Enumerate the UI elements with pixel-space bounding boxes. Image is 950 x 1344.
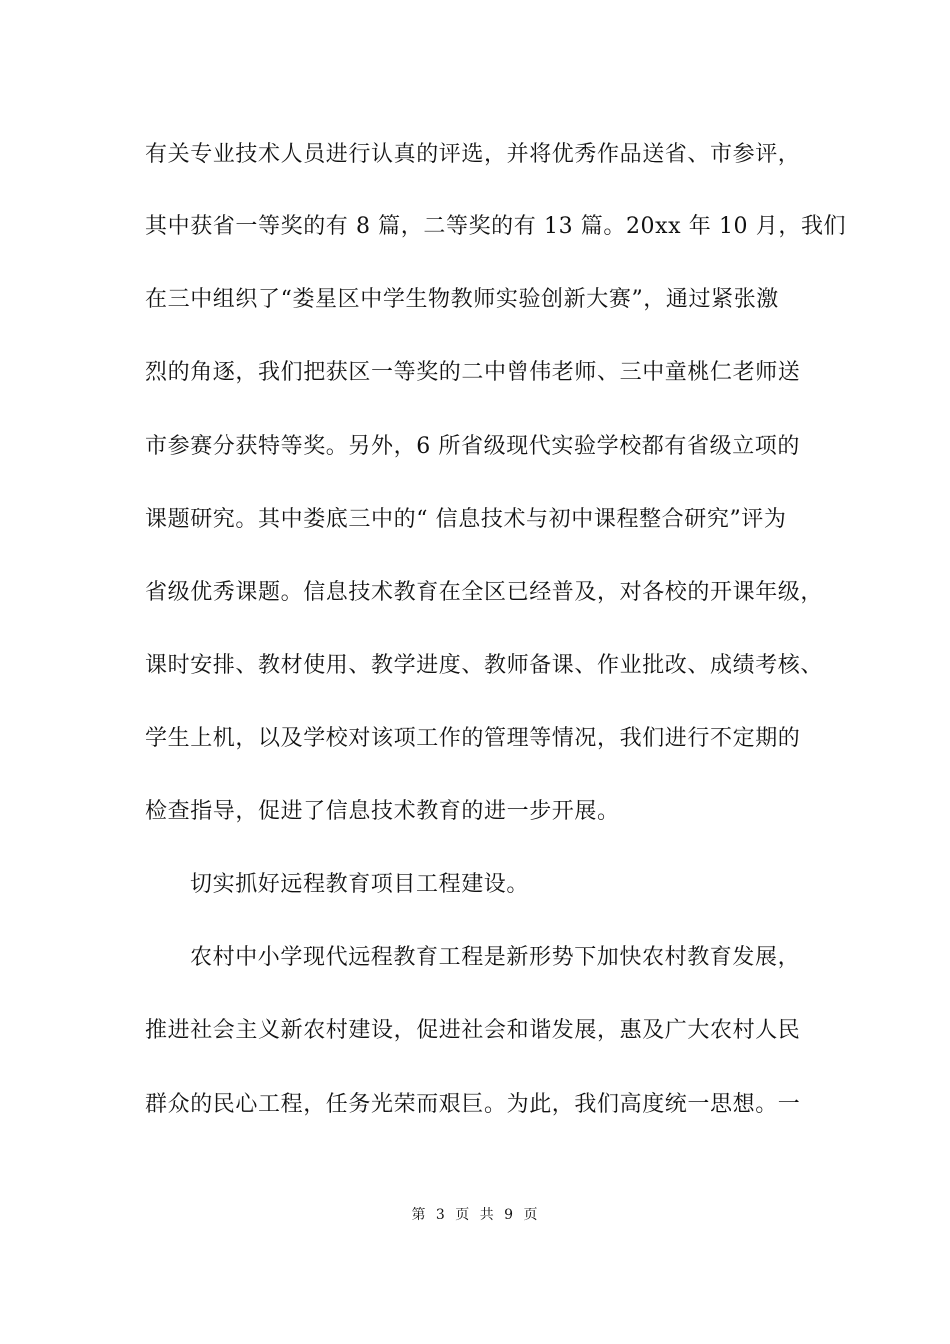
text-line-9: 学生上机，以及学校对该项工作的管理等情况，我们进行不定期的 [145,726,801,751]
section-heading: 切实抓好远程教育项目工程建设。 [190,872,530,897]
footer-suffix: 页 [523,1207,539,1223]
footer-total-word: 共 [479,1207,495,1223]
text-line-12: 农村中小学现代远程教育工程是新形势下加快农村教育发展， [190,945,801,970]
footer-current-page: 3 [435,1207,446,1223]
text-line-10: 检查指导，促进了信息技术教育的进一步开展。 [145,799,620,824]
text-line-3: 在三中组织了“娄星区中学生物教师实验创新大赛”，通过紧张激 [145,287,779,312]
text-line-1: 有关专业技术人员进行认真的评选，并将优秀作品送省、市参评， [145,142,801,167]
text-line-8: 课时安排、教材使用、教学进度、教师备课、作业批改、成绩考核、 [145,653,824,678]
text-line-6: 课题研究。其中娄底三中的“ 信息技术与初中课程整合研究”评为 [145,507,787,532]
footer-prefix: 第 [411,1207,427,1223]
text-line-14: 群众的民心工程，任务光荣而艰巨。为此，我们高度统一思想。一 [145,1092,801,1117]
text-line-2: 其中获省一等奖的有 8 篇，二等奖的有 13 篇。20xx 年 10 月，我们 [145,214,847,239]
footer-total-pages: 9 [504,1207,515,1223]
text-line-7: 省级优秀课题。信息技术教育在全区已经普及，对各校的开课年级， [145,580,824,605]
text-line-13: 推进社会主义新农村建设，促进社会和谐发展，惠及广大农村人民 [145,1018,801,1043]
text-line-5: 市参赛分获特等奖。另外，6 所省级现代实验学校都有省级立项的 [145,434,800,459]
page-footer [0,1205,950,1225]
footer-page-word: 页 [455,1207,471,1223]
text-line-4: 烈的角逐，我们把获区一等奖的二中曾伟老师、三中童桃仁老师送 [145,360,801,385]
